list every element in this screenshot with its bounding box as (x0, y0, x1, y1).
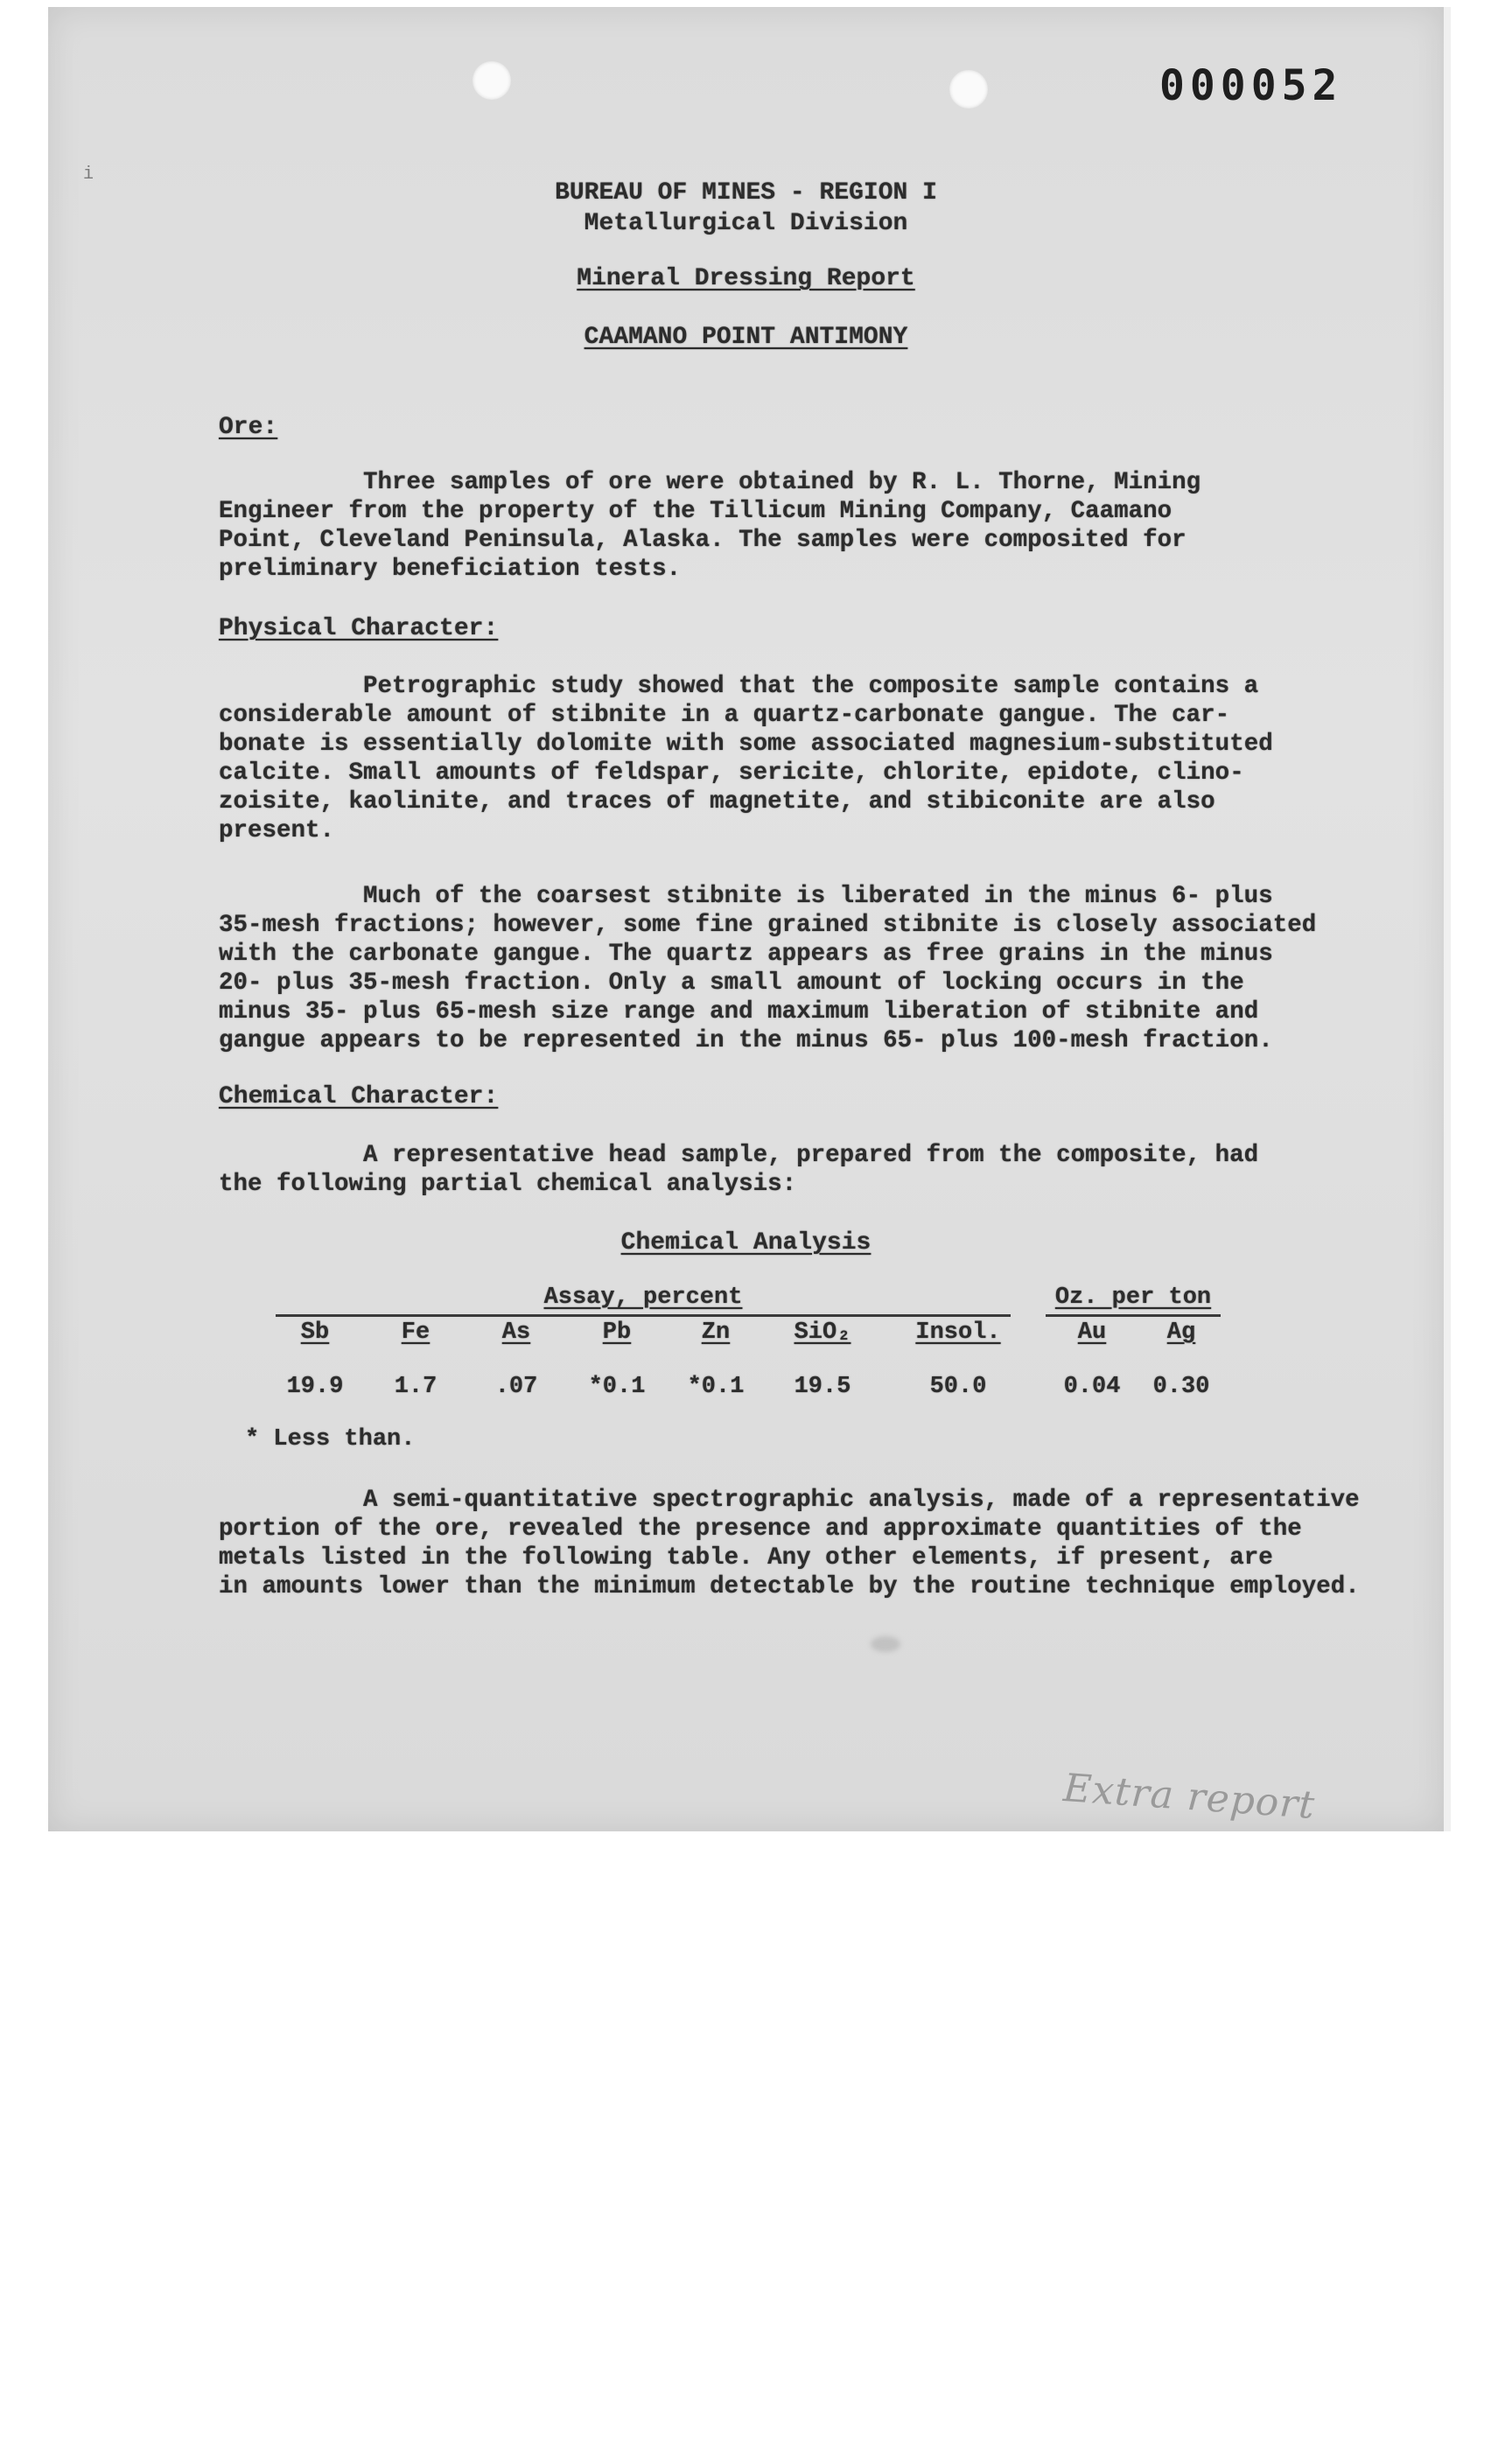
punch-hole-right (949, 70, 988, 108)
analysis-value: 1.7 (394, 1374, 438, 1400)
col-head-ag-wrap (1142, 1320, 1221, 1346)
margin-mark: i (83, 164, 94, 185)
ore-line: preliminary beneficiation tests. (219, 556, 682, 583)
handwritten-note: Extra report (1061, 1766, 1317, 1828)
col-head-pb-wrap (578, 1320, 656, 1346)
col-head-fe-wrap (376, 1320, 455, 1346)
table-title-wrapper (48, 1229, 1444, 1256)
ore-line: Engineer from the property of the Tillicum Mining Company, Caamano (219, 498, 1172, 525)
analysis-value: 0.04 (1063, 1374, 1121, 1400)
physical-line: bonate is essentially dolomite with some associated magnesium-substituted (219, 731, 1273, 758)
ore-line: Three samples of ore were obtained by R. L. Thorne, Mining (363, 469, 1201, 496)
physical-line: zoisite, kaolinite, and traces of magnetite, and stibiconite are also (219, 788, 1215, 816)
spectrographic-paragraph (219, 1486, 1444, 1601)
chemical-paragraph (219, 1141, 1391, 1199)
analysis-value: *0.1 (687, 1374, 745, 1400)
physical-paragraph-2 (219, 882, 1391, 1055)
column-header: Insol. (915, 1320, 1001, 1346)
analysis-value: 0.30 (1152, 1374, 1210, 1400)
physical-line: 35-mesh fractions; however, some fine grained stibnite is closely associated (219, 912, 1317, 939)
col-head-zn-wrap (676, 1320, 755, 1346)
spectro-line: metals listed in the following table. Any other elements, if present, are (219, 1544, 1273, 1572)
physical-line: gangue appears to be represented in the minus 65- plus 100-mesh fraction. (219, 1027, 1273, 1054)
physical-line: considerable amount of stibnite in a quartz-carbonate gangue. The car- (219, 702, 1230, 729)
oz-per-ton-header (1046, 1284, 1221, 1317)
physical-line: 20- plus 35-mesh fraction. Only a small amount of locking occurs in the (219, 970, 1244, 997)
spectro-line: in amounts lower than the minimum detectable by the routine technique employed. (219, 1573, 1360, 1600)
assay-percent-label: Assay, percent (543, 1284, 743, 1311)
physical-line: Petrographic study showed that the composite sample contains a (363, 673, 1259, 700)
physical-line: with the carbonate gangue. The quartz appears as free grains in the minus (219, 941, 1273, 968)
column-header: Ag (1166, 1320, 1196, 1346)
report-type-title: Mineral Dressing Report (577, 265, 915, 292)
agency-title: BUREAU OF MINES - REGION I (555, 179, 937, 206)
column-header: As (501, 1320, 531, 1346)
document-number: 000052 (1159, 61, 1343, 110)
analysis-value: 19.9 (286, 1374, 344, 1400)
table-footnote: * Less than. (245, 1426, 416, 1452)
spectro-line: A semi-quantitative spectrographic analysis, made of a representative (363, 1487, 1360, 1514)
physical-line: calcite. Small amounts of feldspar, sericite, chlorite, epidote, clino- (219, 760, 1244, 787)
physical-line: minus 35- plus 65-mesh size range and maximum liberation of stibnite and (219, 998, 1259, 1026)
ore-paragraph (219, 468, 1391, 584)
chemical-line: the following partial chemical analysis: (219, 1171, 797, 1198)
analysis-value: 50.0 (929, 1374, 987, 1400)
report-subject-title: CAAMANO POINT ANTIMONY (584, 324, 908, 351)
column-header: Au (1077, 1320, 1107, 1346)
chemical-analysis-table-title: Chemical Analysis (620, 1229, 872, 1256)
column-header: Fe (401, 1320, 430, 1346)
column-header: Sb (300, 1320, 330, 1346)
page-edge (1444, 7, 1451, 1831)
chemical-line: A representative head sample, prepared from the composite, had (363, 1142, 1259, 1169)
ore-line: Point, Cleveland Peninsula, Alaska. The samples were composited for (219, 527, 1186, 554)
assay-percent-header (276, 1284, 1011, 1317)
report-type-wrapper (48, 265, 1444, 292)
punch-hole-left (472, 61, 511, 100)
chemical-character-heading: Chemical Character: (219, 1083, 499, 1110)
spectro-line: portion of the ore, revealed the presence and approximate quantities of the (219, 1516, 1302, 1543)
ink-smudge (871, 1636, 900, 1652)
ore-heading: Ore: (219, 414, 278, 441)
physical-paragraph-1 (219, 672, 1391, 845)
analysis-value: 19.5 (794, 1374, 851, 1400)
oz-per-ton-label: Oz. per ton (1054, 1284, 1212, 1311)
document-page (48, 7, 1444, 1831)
physical-line: present. (219, 817, 335, 844)
col-head-sio2-wrap (783, 1320, 862, 1346)
analysis-value: *0.1 (588, 1374, 646, 1400)
column-header: SiO₂ (794, 1320, 851, 1346)
col-head-sb-wrap (276, 1320, 354, 1346)
col-head-insol-wrap (906, 1320, 1011, 1346)
column-header: Zn (701, 1320, 731, 1346)
subject-wrapper (48, 324, 1444, 351)
analysis-value: .07 (494, 1374, 538, 1400)
physical-character-heading: Physical Character: (219, 615, 499, 642)
col-head-au-wrap (1053, 1320, 1131, 1346)
col-head-as-wrap (477, 1320, 556, 1346)
physical-line: Much of the coarsest stibnite is liberated in the minus 6- plus (363, 883, 1273, 910)
column-header: Pb (602, 1320, 632, 1346)
division-title: Metallurgical Division (584, 210, 908, 237)
